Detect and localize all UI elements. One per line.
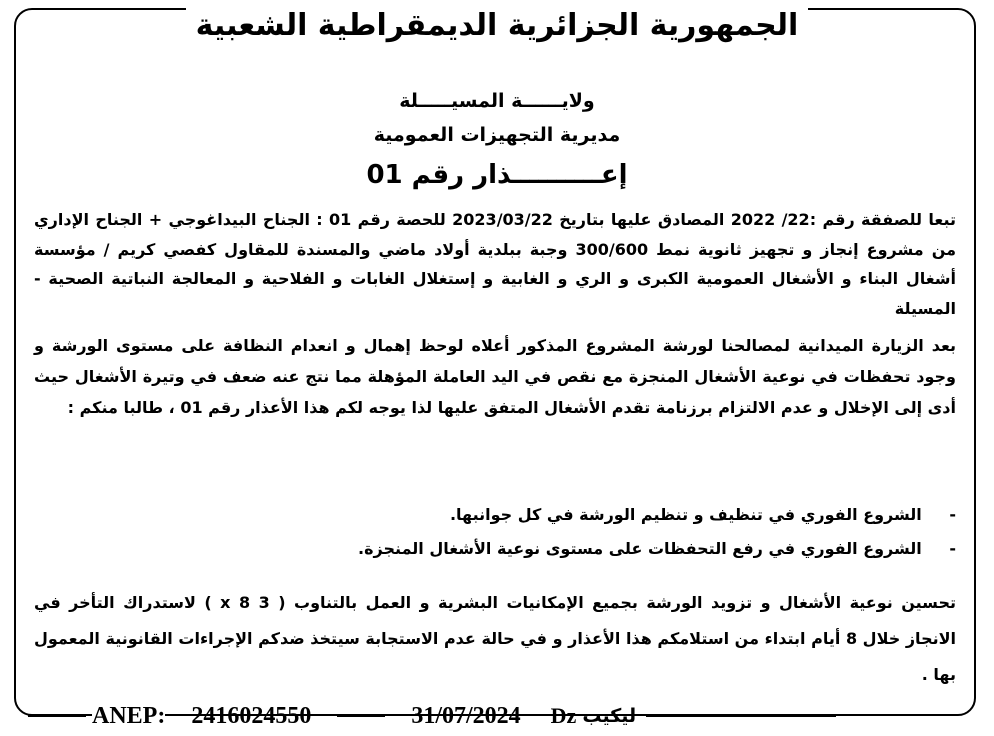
footer-rule (337, 715, 385, 717)
demand-text: الشروع الفوري في تنظيف و تنظيم الورشة في كل جوانبها. (449, 505, 922, 524)
bullet-marker: - (949, 505, 956, 524)
republic-title-text: الجمهورية الجزائرية الديمقراطية الشعبية (186, 8, 809, 43)
likiyb-label: ليكيب (582, 705, 637, 727)
inspection-paragraph: بعد الزيارة الميدانية لمصالحنا لورشة المشروع المذكور أعلاه لوحظ إهمال و انعدام النظافة على مستوى الورشة و وجود تحفظات في نوعية الأشغال المنجزة مع نقص في اليد العاملة المؤهلة مما نتج عنه ضعف في وتيرة الأشغال حيث أدى إلى الإخلال و عدم الالتزام برزنامة تقدم الأشغال المتفق عليها لذا يوجه لكم هذا الأعذار رقم 01 ، طالبا منكم : (34, 336, 956, 417)
anep-number: 2416024550 (191, 702, 312, 729)
demand-text: الشروع الفوري في رفع التحفظات على مستوى نوعية الأشغال المنجزة. (358, 539, 922, 558)
publication-date: 31/07/2024 (411, 702, 521, 729)
anep-label: ANEP: (92, 702, 166, 729)
footer-rule (646, 715, 836, 717)
improvement-paragraph: تحسين نوعية الأشغال و تزويد الورشة بجميع الإمكانيات البشرية و العمل بالتناوب ( 3 x 8 ) لاستدراك التأخر في الانجاز خلال 8 أيام ابتداء من استلامكم هذا الأعذار و في حالة عدم الاستجابة سيتخذ ضدكم الإجراءات القانونية المعمول بها . (34, 593, 957, 684)
demands-list (34, 498, 956, 566)
contract-paragraph: تبعا للصفقة رقم :22/ 2022 المصادق عليها بتاريخ 2023/03/22 للحصة رقم 01 : الجناح البيداغوجي + الجناح الإداري من مشروع إنجاز و تجهيز ثانوية نمط 300/600 وجبة ببلدية أولاد ماضي والمسندة للمقاول كفصي كريم / مؤسسة أشغال البناء و الأشغال العمومية الكبرى و الري و الغابية و إستغلال الغابات و الفلاحية و المعالجة النباتية الصحية - المسيلة (34, 210, 957, 318)
bullet-marker: - (949, 539, 956, 558)
list-item (34, 532, 956, 566)
footer-rule (28, 715, 86, 717)
dz-label: Dz (550, 703, 577, 728)
directorate-name: مديرية التجهيزات العمومية (373, 124, 621, 146)
footer-bar (0, 700, 994, 732)
republic-title (0, 8, 994, 43)
list-item (34, 498, 956, 532)
notice-title: إعــــــــــذار رقم 01 (366, 160, 628, 190)
wilaya-name: ولايــــــة المسيـــــلة (399, 90, 595, 112)
